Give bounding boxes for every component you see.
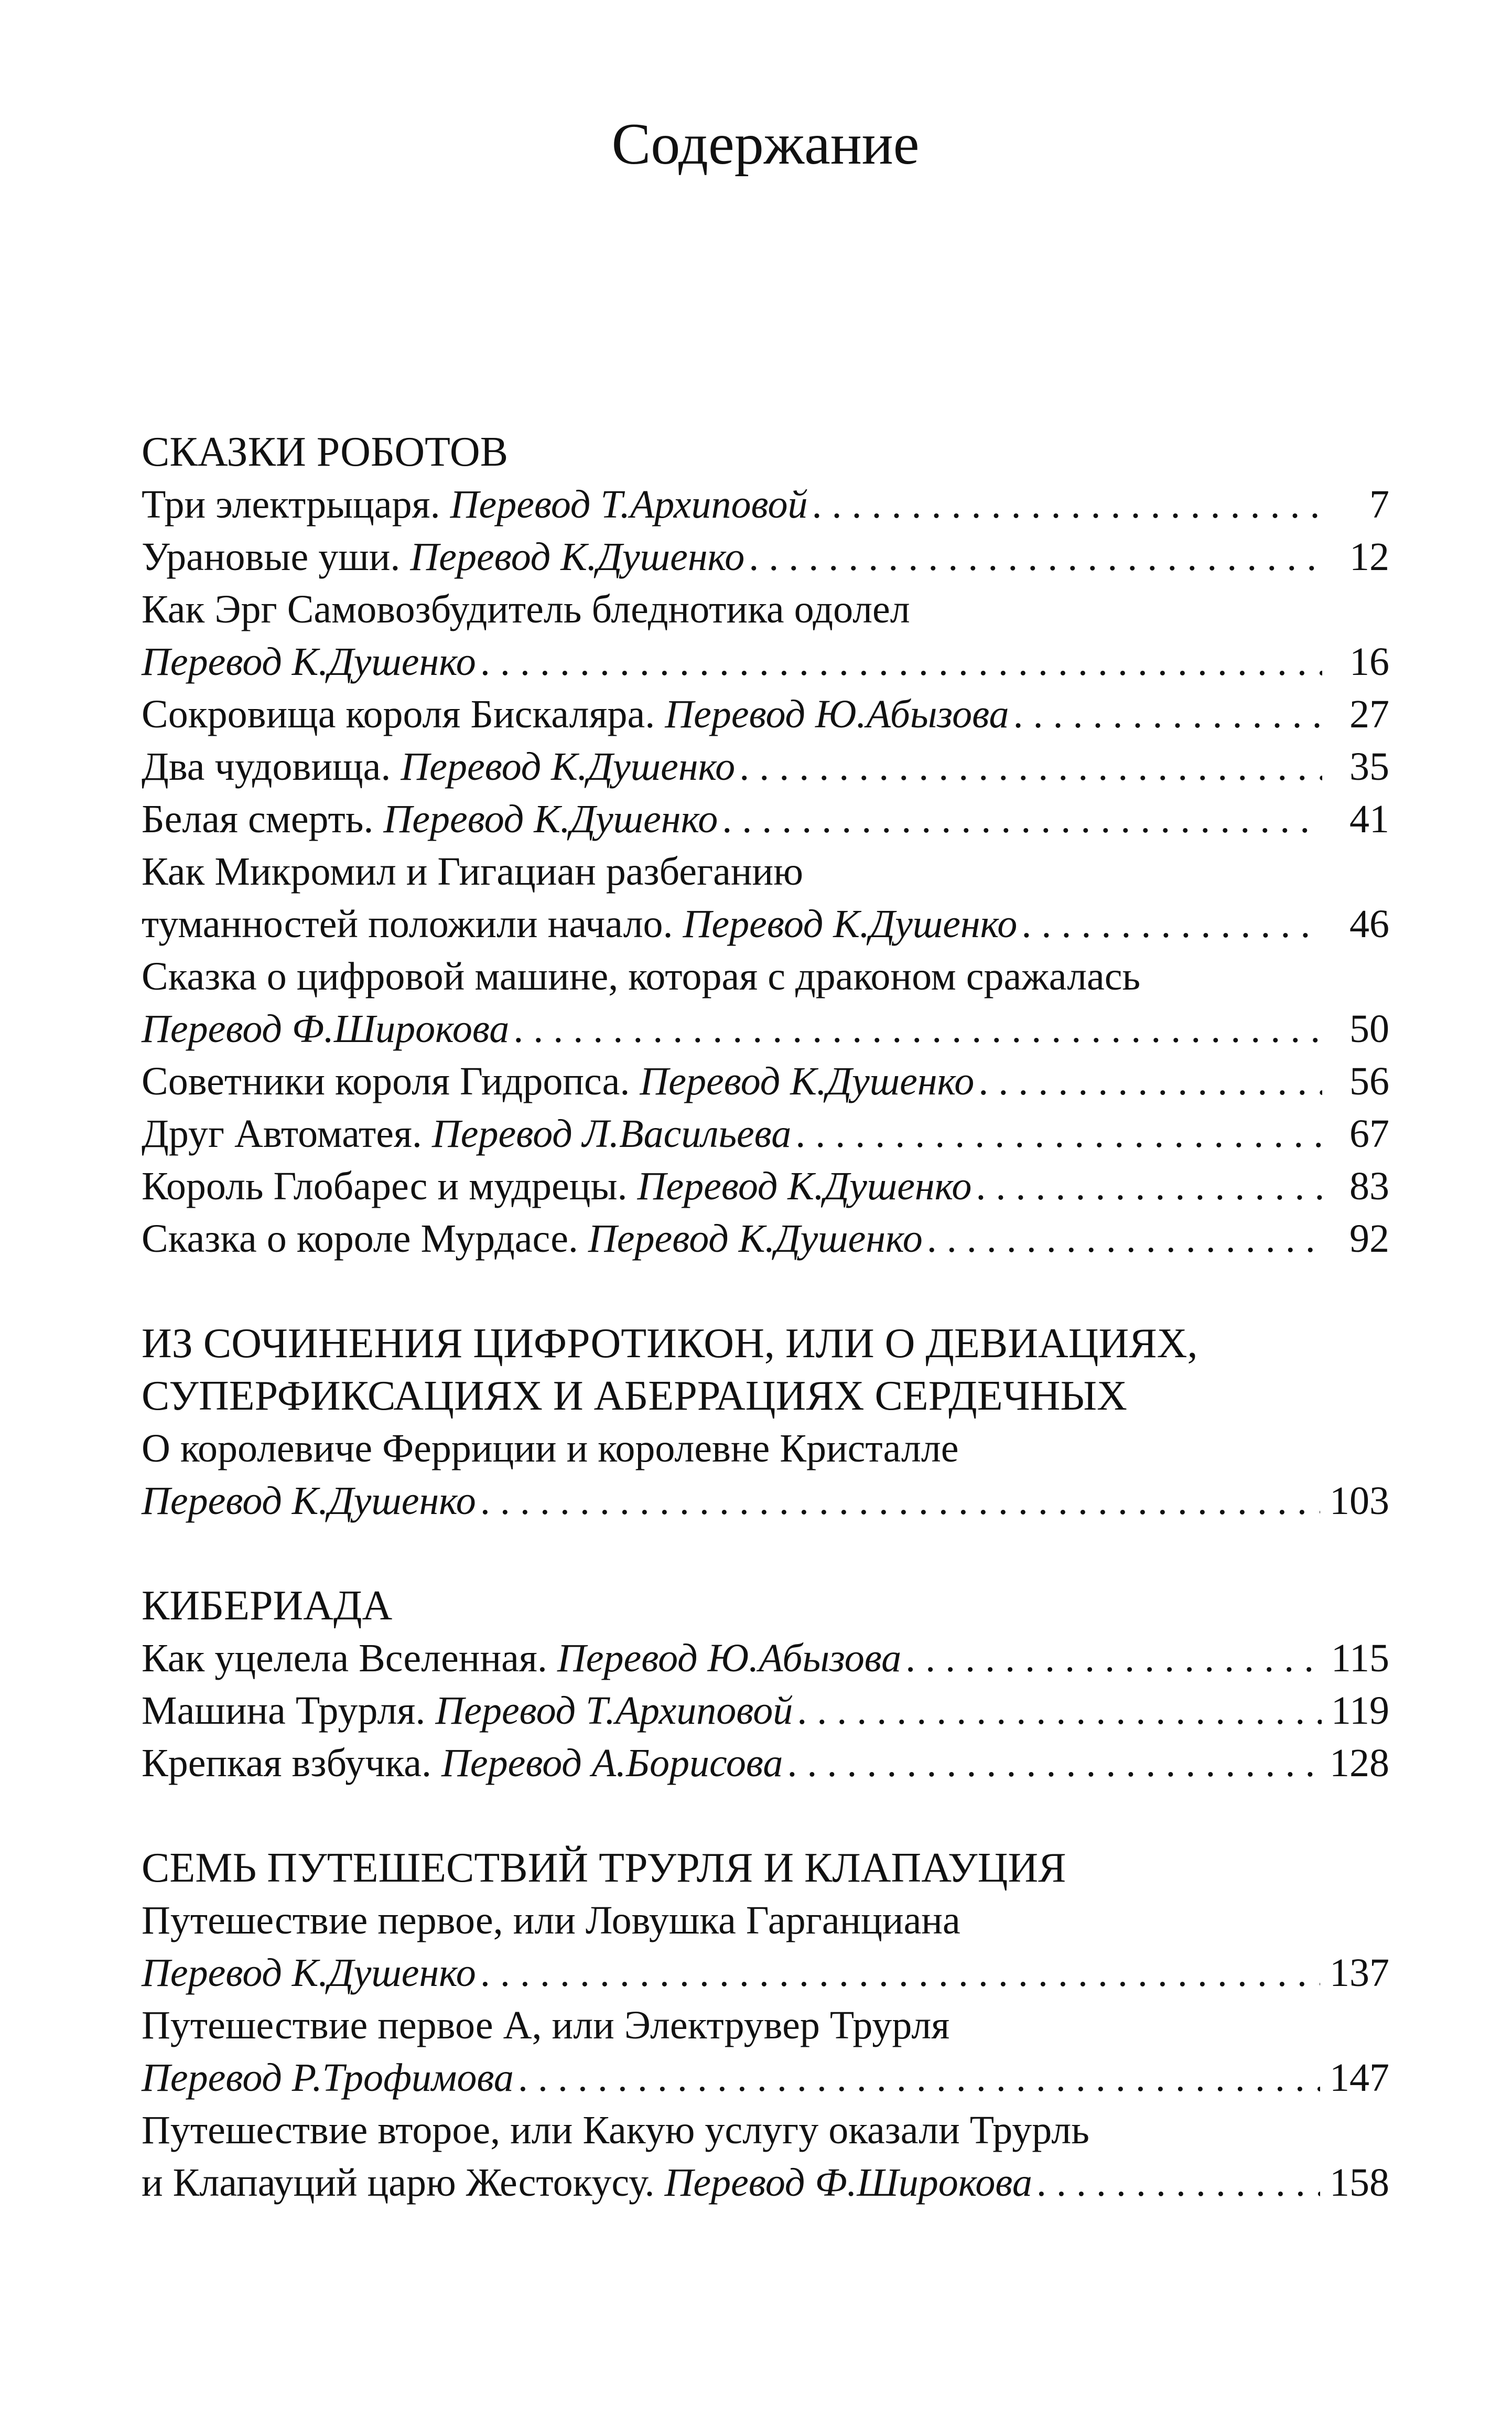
translator-credit: Перевод К.Душенко	[637, 1164, 972, 1208]
toc-entry-line	[142, 1737, 1389, 1789]
toc-entry-line	[142, 1947, 1389, 1999]
page-number: 56	[1349, 1059, 1389, 1103]
dot-leader	[1013, 688, 1322, 740]
toc-entry-line	[142, 950, 1389, 1003]
toc-entry-line	[142, 1894, 1389, 1947]
translator-credit: Перевод К.Душенко	[640, 1059, 975, 1103]
dot-leader	[749, 531, 1322, 583]
toc-entry-line	[142, 1003, 1389, 1055]
toc-entry-line	[142, 1475, 1389, 1527]
section-title: СКАЗКИ РОБОТОВ	[142, 429, 509, 475]
toc-entry-line	[142, 636, 1389, 688]
entry-title	[142, 1108, 791, 1160]
entry-title	[142, 1632, 901, 1684]
toc-entry-line	[142, 1632, 1389, 1684]
dot-leader	[978, 1055, 1322, 1108]
toc-entry-line	[142, 531, 1389, 583]
page-number: 92	[1349, 1217, 1389, 1261]
entry-title	[142, 1055, 974, 1108]
story-title: Как уцелела Вселенная.	[142, 1636, 557, 1680]
toc-entry-line	[142, 1160, 1389, 1212]
entry-title	[142, 1003, 509, 1055]
section-title: ИЗ СОЧИНЕНИЯ ЦИФРОТИКОН, ИЛИ О ДЕВИАЦИЯХ,	[142, 1320, 1198, 1367]
story-title: туманностей положили начало.	[142, 902, 683, 946]
toc-entry-line	[142, 2052, 1389, 2104]
entry-title	[142, 1737, 783, 1789]
translator-credit: Перевод К.Душенко	[142, 1951, 476, 1995]
translator-credit: Перевод К.Душенко	[142, 640, 476, 684]
entry-title	[142, 2156, 1032, 2209]
translator-credit: Перевод Т.Архиповой	[450, 482, 808, 527]
page-number: 128	[1330, 1741, 1389, 1785]
page-number: 7	[1369, 482, 1389, 527]
toc-entry-line	[142, 793, 1389, 845]
dot-leader	[812, 478, 1322, 531]
entry-title	[142, 478, 807, 531]
page-number: 35	[1349, 745, 1389, 789]
toc-entry-line	[142, 740, 1389, 793]
toc-entry-line	[142, 478, 1389, 531]
page-number: 158	[1330, 2161, 1389, 2205]
page-number: 27	[1349, 692, 1389, 736]
table-of-contents	[142, 426, 1389, 2261]
dot-leader	[927, 1212, 1322, 1265]
entry-title	[142, 688, 1009, 740]
page-number: 137	[1330, 1951, 1389, 1995]
toc-entry-line	[142, 1422, 1389, 1475]
entry-title	[142, 2052, 514, 2104]
page-number: 147	[1330, 2056, 1389, 2100]
story-title: Три электрыцаря.	[142, 482, 450, 527]
page-number: 50	[1349, 1007, 1389, 1051]
translator-credit: Перевод А.Борисова	[441, 1741, 783, 1785]
story-title: Путешествие первое, или Ловушка Гарганциана	[142, 1898, 960, 1942]
section-title: СЕМЬ ПУТЕШЕСТВИЙ ТРУРЛЯ И КЛАПАУЦИЯ	[142, 1845, 1066, 1891]
story-title: Два чудовища.	[142, 745, 401, 789]
toc-entry-line	[142, 2104, 1389, 2156]
story-title: Путешествие первое А, или Электрувер Трурля	[142, 2003, 950, 2047]
story-title: Сказка о короле Мурдасе.	[142, 1217, 588, 1261]
toc-entry-line	[142, 1684, 1389, 1737]
translator-credit: Перевод Ю.Абызова	[557, 1636, 902, 1680]
translator-credit: Перевод Ф.Широкова	[142, 1007, 510, 1051]
story-title: Король Глобарес и мудрецы.	[142, 1164, 638, 1208]
translator-credit: Перевод Л.Васильева	[431, 1112, 792, 1156]
story-title: Крепкая взбучка.	[142, 1741, 441, 1785]
story-title: и Клапауций царю Жестокусу.	[142, 2161, 665, 2205]
translator-credit: Перевод Р.Трофимова	[142, 2056, 514, 2100]
dot-leader	[787, 1737, 1320, 1789]
toc-entry-line	[142, 583, 1389, 636]
dot-leader	[797, 1684, 1322, 1737]
translator-credit: Перевод Т.Архиповой	[435, 1689, 793, 1733]
section-title: КИБЕРИАДА	[142, 1583, 393, 1629]
translator-credit: Перевод К.Душенко	[142, 1479, 476, 1523]
entry-title	[142, 1160, 971, 1212]
toc-section	[142, 1317, 1389, 1527]
dot-leader	[795, 1108, 1322, 1160]
story-title: Урановые уши.	[142, 535, 411, 579]
page-number: 46	[1349, 902, 1389, 946]
toc-entry-line	[142, 1055, 1389, 1108]
entry-title	[142, 1422, 958, 1475]
toc-entry-line	[142, 845, 1389, 898]
translator-credit: Перевод К.Душенко	[683, 902, 1018, 946]
entry-title	[142, 1212, 923, 1265]
story-title: О королевиче Ферриции и королевне Кристалле	[142, 1426, 959, 1470]
toc-entry-line	[142, 2156, 1389, 2209]
translator-credit: Перевод К.Душенко	[383, 797, 718, 841]
toc-entry-line	[142, 688, 1389, 740]
translator-credit: Перевод Ю.Абызова	[665, 692, 1009, 736]
toc-entry-line	[142, 1999, 1389, 2052]
story-title: Сокровища короля Бискаляра.	[142, 692, 665, 736]
entry-title	[142, 1684, 793, 1737]
entry-title	[142, 793, 718, 845]
entry-title	[142, 1475, 476, 1527]
page-title: Содержание	[611, 112, 920, 177]
story-title: Друг Автоматея.	[142, 1112, 432, 1156]
entry-title	[142, 1894, 960, 1947]
entry-title	[142, 845, 803, 898]
translator-credit: Перевод К.Душенко	[410, 535, 745, 579]
entry-title	[142, 1947, 476, 1999]
toc-entry-line	[142, 898, 1389, 950]
dot-leader	[480, 636, 1322, 688]
toc-section	[142, 1580, 1389, 1789]
entry-title	[142, 740, 735, 793]
page-number: 119	[1331, 1689, 1389, 1733]
entry-title	[142, 1999, 949, 2052]
story-title: Советники короля Гидропса.	[142, 1059, 640, 1103]
toc-section	[142, 426, 1389, 1265]
toc-entry-line	[142, 1108, 1389, 1160]
entry-title	[142, 531, 744, 583]
entry-title	[142, 950, 1140, 1003]
page-number: 16	[1349, 640, 1389, 684]
page-number: 67	[1349, 1112, 1389, 1156]
dot-leader	[1036, 2156, 1320, 2209]
entry-title	[142, 636, 476, 688]
story-title: Сказка о цифровой машине, которая с драконом сражалась	[142, 954, 1141, 998]
dot-leader	[739, 740, 1322, 793]
section-title-continued: СУПЕРФИКСАЦИЯХ И АБЕРРАЦИЯХ СЕРДЕЧНЫХ	[142, 1373, 1127, 1419]
translator-credit: Перевод К.Душенко	[401, 745, 736, 789]
translator-credit: Перевод К.Душенко	[588, 1217, 923, 1261]
story-title: Машина Трурля.	[142, 1689, 436, 1733]
page-number: 103	[1330, 1479, 1389, 1523]
dot-leader	[722, 793, 1322, 845]
toc-entry-line	[142, 1212, 1389, 1265]
page-number: 83	[1349, 1164, 1389, 1208]
story-title: Как Микромил и Гигациан разбеганию	[142, 850, 803, 894]
story-title: Путешествие второе, или Какую услугу оказали Трурль	[142, 2108, 1089, 2152]
toc-section	[142, 1842, 1389, 2209]
entry-title	[142, 898, 1017, 950]
dot-leader	[518, 2052, 1320, 2104]
dot-leader	[905, 1632, 1322, 1684]
page-number: 115	[1331, 1636, 1389, 1680]
page-number: 12	[1349, 535, 1389, 579]
dot-leader	[976, 1160, 1322, 1212]
translator-credit: Перевод Ф.Широкова	[664, 2161, 1032, 2205]
dot-leader	[480, 1475, 1320, 1527]
entry-title	[142, 2104, 1089, 2156]
dot-leader	[480, 1947, 1320, 1999]
dot-leader	[513, 1003, 1322, 1055]
dot-leader	[1021, 898, 1322, 950]
page-number: 41	[1349, 797, 1389, 841]
story-title: Белая смерть.	[142, 797, 384, 841]
story-title: Как Эрг Самовозбудитель бледнотика одолел	[142, 587, 910, 631]
entry-title	[142, 583, 910, 636]
